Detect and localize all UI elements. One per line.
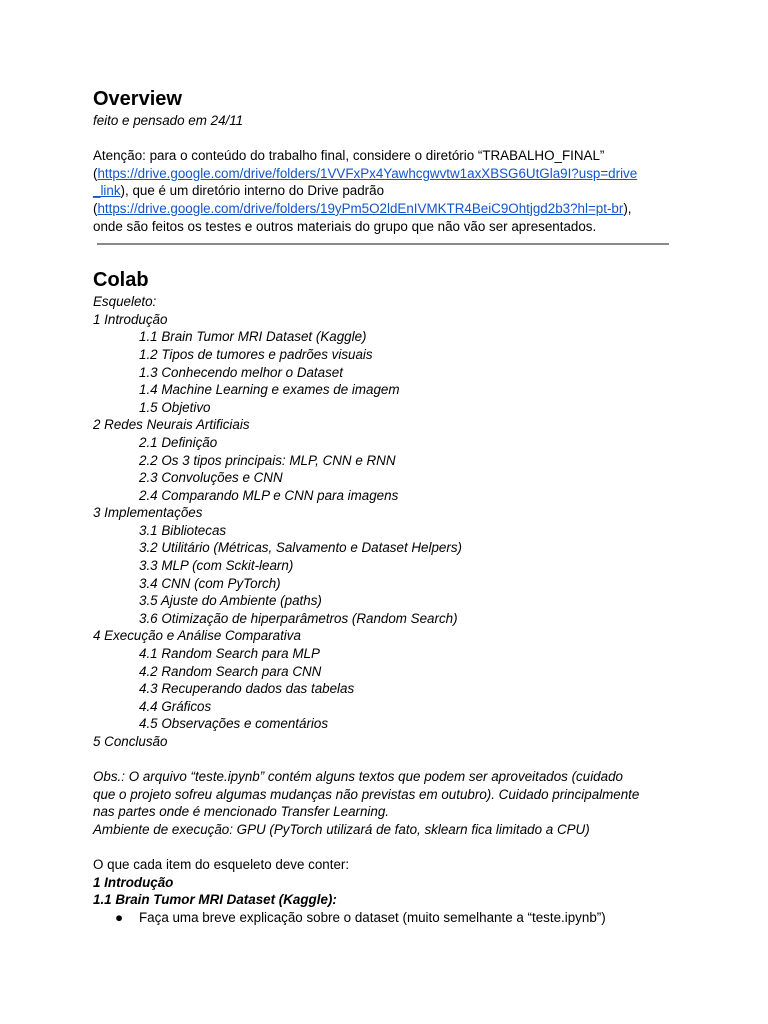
outline-subitem: 4.2 Random Search para CNN bbox=[139, 663, 322, 679]
outline-item: 5 Conclusão bbox=[93, 734, 168, 749]
outline-subitem: 1.2 Tipos de tumores e padrões visuais bbox=[139, 346, 373, 362]
obs-line: Obs.: O arquivo “teste.ipynb” contém alguns textos que podem ser aproveitados (cuidado bbox=[93, 769, 623, 785]
obs-line: que o projeto sofreu algumas mudanças não previstas em outubro). Cuidado principalmente bbox=[93, 786, 640, 802]
outline-subitem: 1.5 Objetivo bbox=[139, 399, 211, 415]
section-heading: 1 Introdução bbox=[93, 874, 174, 890]
outline-subitem: 1.1 Brain Tumor MRI Dataset (Kaggle) bbox=[139, 329, 367, 345]
outline-subitem: 4.3 Recuperando dados das tabelas bbox=[139, 681, 355, 697]
skeleton-outline bbox=[93, 311, 678, 751]
drive-padrao-link[interactable]: https://drive.google.com/drive/folders/19yPm5O2ldEnIVMKTR4BeiC9Ohtjgd2b3?hl=pt-br bbox=[97, 200, 624, 216]
paren-open: ( bbox=[93, 165, 98, 181]
outline-subitem: 2.2 Os 3 tipos principais: MLP, CNN e RNN bbox=[139, 452, 396, 468]
outline-subitem: 2.4 Comparando MLP e CNN para imagens bbox=[139, 487, 399, 503]
overview-paragraph bbox=[93, 147, 678, 235]
outline-subitem: 4.1 Random Search para MLP bbox=[139, 646, 320, 662]
outline-item: 3 Implementações bbox=[93, 505, 203, 521]
outline-subitem: 2.3 Convoluções e CNN bbox=[139, 470, 283, 486]
outline-subitem: 3.1 Bibliotecas bbox=[139, 522, 227, 538]
bullet-icon: ● bbox=[115, 909, 124, 925]
outline-subitem: 1.4 Machine Learning e exames de imagem bbox=[139, 382, 400, 398]
paragraph-line: onde são feitos os testes e outros materiais do grupo que não vão ser apresentados. bbox=[93, 218, 597, 234]
trabalho-final-link[interactable]: https://drive.google.com/drive/folders/1VVFxPx4Yawhcgwvtw1axXBSG6UtGla9I?usp=drive bbox=[97, 165, 638, 181]
outline-item: 1 Introdução bbox=[93, 311, 168, 327]
colab-heading: Colab bbox=[93, 269, 149, 292]
subsection-heading: 1.1 Brain Tumor MRI Dataset (Kaggle): bbox=[93, 892, 337, 908]
paragraph-line: Atenção: para o conteúdo do trabalho final, considere o diretório “TRABALHO_FINAL” bbox=[93, 148, 605, 164]
trabalho-final-link-cont[interactable]: _link bbox=[93, 183, 121, 199]
obs-line: nas partes onde é mencionado Transfer Learning. bbox=[93, 804, 390, 820]
spacer bbox=[93, 245, 678, 267]
contents-intro: O que cada item do esqueleto deve conter: bbox=[93, 857, 350, 873]
outline-subitem: 4.4 Gráficos bbox=[139, 698, 212, 714]
outline-subitem: 4.5 Observações e comentários bbox=[139, 716, 329, 732]
paragraph-line bbox=[93, 165, 678, 183]
outline-subitem: 3.4 CNN (com PyTorch) bbox=[139, 575, 281, 591]
outline-subitem: 3.2 Utilitário (Métricas, Salvamento e Dataset Helpers) bbox=[139, 540, 462, 556]
paragraph-text: ), que é um diretório interno do Drive padrão bbox=[120, 183, 385, 199]
document-page bbox=[93, 86, 678, 927]
outline-subitem: 3.5 Ajuste do Ambiente (paths) bbox=[139, 593, 322, 609]
outline-subitem: 2.1 Definição bbox=[139, 434, 218, 450]
spacer bbox=[93, 130, 678, 148]
paragraph-line bbox=[93, 182, 678, 200]
paren-open: ( bbox=[93, 200, 98, 216]
bullet-item bbox=[93, 909, 678, 927]
obs-block bbox=[93, 768, 678, 838]
spacer bbox=[93, 751, 678, 769]
paragraph-line bbox=[93, 200, 678, 218]
outline-item: 4 Execução e Análise Comparativa bbox=[93, 628, 301, 644]
spacer bbox=[93, 839, 678, 857]
bullet-text: Faça uma breve explicação sobre o dataset (muito semelhante a “teste.ipynb”) bbox=[139, 909, 606, 925]
outline-subitem: 3.3 MLP (com Sckit-learn) bbox=[139, 558, 294, 574]
outline-subitem: 3.6 Otimização de hiperparâmetros (Random Search) bbox=[139, 610, 458, 626]
paragraph-text: ), bbox=[623, 200, 632, 216]
overview-heading: Overview bbox=[93, 88, 182, 110]
skeleton-label: Esqueleto: bbox=[93, 294, 157, 310]
outline-item: 2 Redes Neurais Artificiais bbox=[93, 417, 250, 433]
outline-subitem: 1.3 Conhecendo melhor o Dataset bbox=[139, 364, 343, 380]
date-note: feito e pensado em 24/11 bbox=[93, 113, 244, 128]
execution-environment: Ambiente de execução: GPU (PyTorch utilizará de fato, sklearn fica limitado a CPU) bbox=[93, 821, 590, 837]
